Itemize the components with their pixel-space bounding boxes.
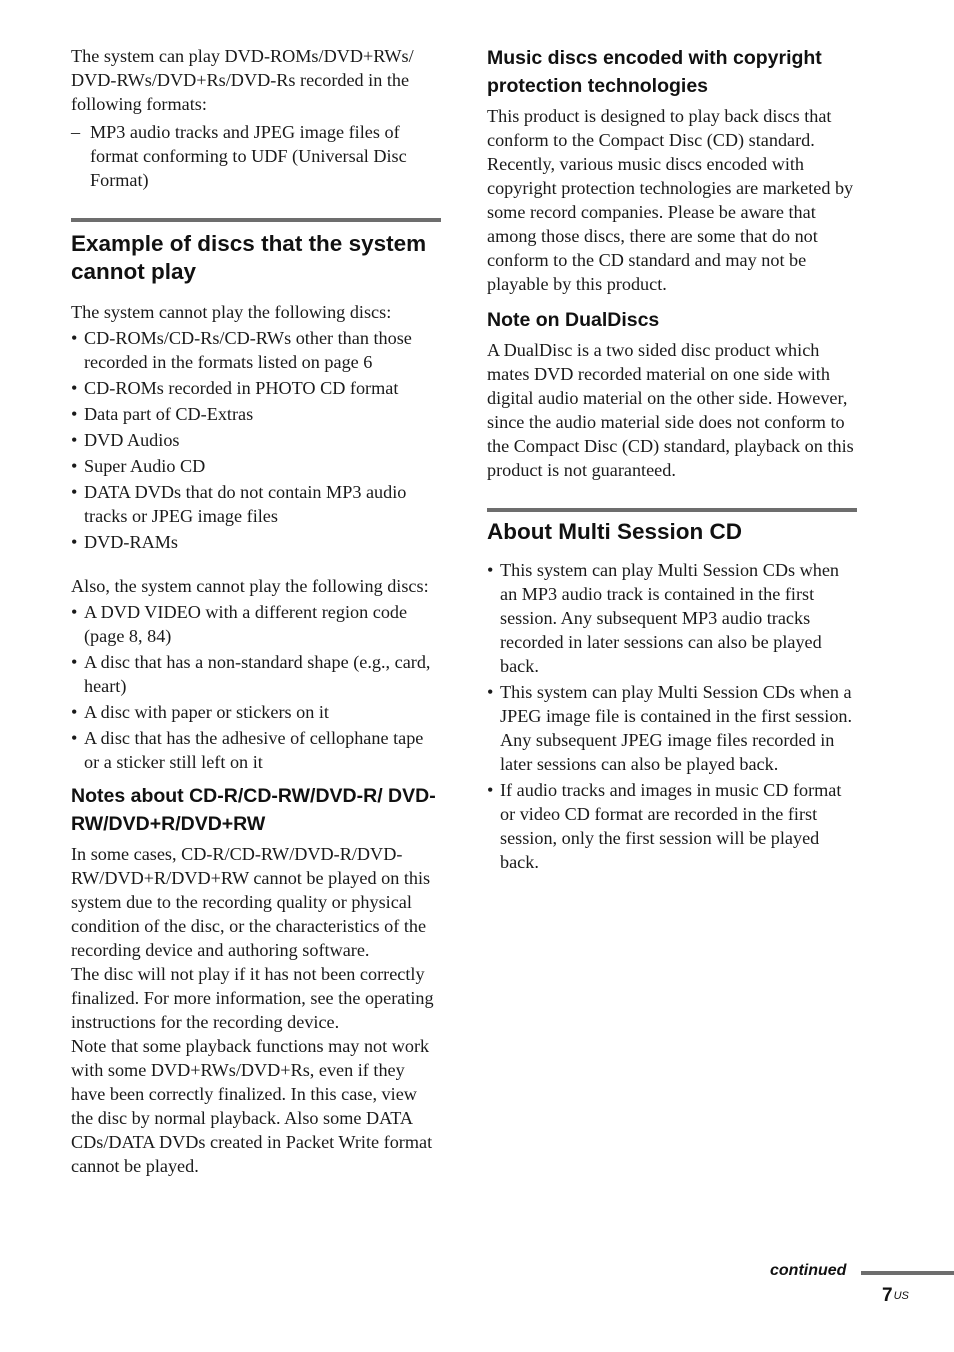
page-number bbox=[882, 1285, 909, 1307]
also-intro: Also, the system cannot play the following discs: bbox=[71, 576, 429, 596]
continued-label: continued bbox=[770, 1262, 847, 1279]
dualdisc-heading: Note on DualDiscs bbox=[487, 309, 660, 331]
section-divider bbox=[487, 508, 857, 512]
left-column bbox=[71, 44, 441, 1178]
list-item: • CD-ROMs/CD-Rs/CD-RWs other than those recorded in the formats listed on page 6 bbox=[71, 326, 441, 374]
cannot-play-list bbox=[71, 326, 441, 554]
also-list bbox=[71, 600, 441, 774]
dualdisc-paragraph: A DualDisc is a two sided disc product which mates DVD recorded material on one side with digital audio material on the other side. However, since the audio material side does not conform to the Compact Disc (CD) standard, playback on this product is not guaranteed. bbox=[487, 340, 854, 480]
page-number-value: 7 bbox=[882, 1285, 893, 1306]
list-item: • A DVD VIDEO with a different region code (page 8, 84) bbox=[71, 600, 441, 648]
notes-paragraph-1: In some cases, CD-R/CD-RW/DVD-R/DVD-RW/DVD+R/DVD+RW cannot be played on this system due to the recording quality or physical condition of the disc, or the characteristics of the recording device and authoring software. bbox=[71, 844, 431, 960]
list-item: • DVD Audios bbox=[71, 428, 441, 452]
list-item: • CD-ROMs recorded in PHOTO CD format bbox=[71, 376, 441, 400]
multisession-list bbox=[487, 558, 857, 874]
list-item: • DATA DVDs that do not contain MP3 audio tracks or JPEG image files bbox=[71, 480, 441, 528]
footer-rule bbox=[861, 1271, 954, 1275]
section-divider bbox=[71, 218, 441, 222]
list-item: • Data part of CD-Extras bbox=[71, 402, 441, 426]
list-item: • If audio tracks and images in music CD format or video CD format are recorded in the first session, only the first session will be played back. bbox=[487, 778, 857, 874]
cannot-play-intro: The system cannot play the following discs: bbox=[71, 302, 392, 322]
list-item: • A disc that has the adhesive of cellophane tape or a sticker still left on it bbox=[71, 726, 441, 774]
page-number-suffix: US bbox=[893, 1290, 909, 1302]
copyright-paragraph: This product is designed to play back discs that conform to the Compact Disc (CD) standard. Recently, various music discs encoded with copyright protection technologies are marketed by some record companies. Please be aware that among those discs, there are some that do not conform to the CD standard and may not be playable by this product. bbox=[487, 106, 854, 294]
list-item: • A disc that has a non-standard shape (e.g., card, heart) bbox=[71, 650, 441, 698]
cannot-play-heading: Example of discs that the system cannot play bbox=[71, 231, 427, 284]
list-item: • This system can play Multi Session CDs when a JPEG image file is contained in the first session. Any subsequent JPEG image files recorded in later sessions can also be played back. bbox=[487, 680, 857, 776]
list-item: • This system can play Multi Session CDs when an MP3 audio track is contained in the first session. Any subsequent MP3 audio tracks recorded in later sessions can also be played back. bbox=[487, 558, 857, 678]
copyright-heading: Music discs encoded with copyright protection technologies bbox=[487, 47, 822, 97]
notes-paragraph-2: The disc will not play if it has not been correctly finalized. For more information, see the operating instructions for the recording device. bbox=[71, 964, 434, 1032]
notes-paragraph-3: Note that some playback functions may not work with some DVD+RWs/DVD+Rs, even if they have been correctly finalized. In this case, view the disc by normal playback. Also some DATA CDs/DATA DVDs created in Packet Write format cannot be played. bbox=[71, 1036, 433, 1176]
list-item: • DVD-RAMs bbox=[71, 530, 441, 554]
list-item: • Super Audio CD bbox=[71, 454, 441, 478]
list-item: • A disc with paper or stickers on it bbox=[71, 700, 441, 724]
intro-paragraph: The system can play DVD-ROMs/DVD+RWs/ DVD-RWs/DVD+Rs/DVD-Rs recorded in the following formats: bbox=[71, 46, 414, 114]
notes-heading: Notes about CD-R/CD-RW/DVD-R/ DVD-RW/DVD+R/DVD+RW bbox=[71, 785, 436, 835]
intro-dash-item: – MP3 audio tracks and JPEG image files of format conforming to UDF (Universal Disc Format) bbox=[71, 120, 441, 192]
multisession-heading: About Multi Session CD bbox=[487, 519, 742, 544]
right-column bbox=[487, 44, 857, 876]
